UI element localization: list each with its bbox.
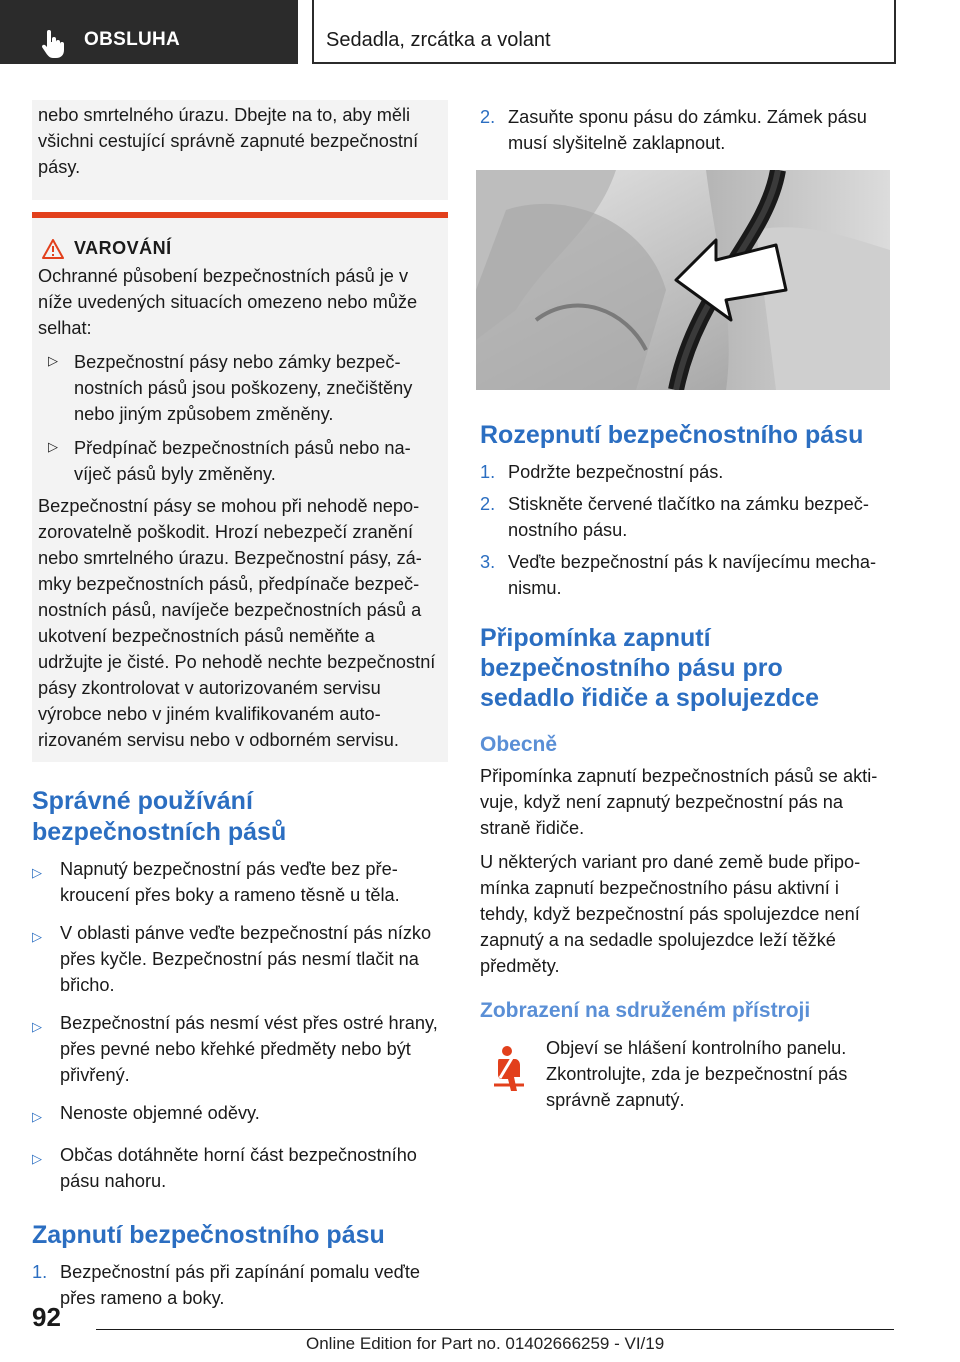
list-item-text: Nenoste objemné oděvy.	[60, 1103, 260, 1123]
step-number: 3.	[480, 552, 496, 572]
list-item	[32, 856, 448, 908]
step-item	[480, 104, 892, 156]
seat-illustration	[476, 170, 890, 390]
step-text: Zasuňte sponu pásu do zámku. Zámek pásu musí slyšitelně zaklapnout.	[508, 107, 867, 153]
warning-lead: Ochranné působení bezpečnostních pásů je v níže uvedených situacích omezeno nebo může selhat:	[38, 266, 418, 338]
warning-title: VAROVÁNÍ	[74, 238, 172, 258]
warning-triangle-icon	[42, 239, 64, 259]
step-number: 2.	[480, 107, 496, 127]
warning-bullet-text: Předpínač bezpečnostních pásů nebo navíječ pásů byly změněny.	[74, 438, 411, 484]
step-text: Bezpečnostní pás při zapínání pomalu veďte přes rameno a boky.	[60, 1262, 420, 1308]
list-item	[32, 1142, 448, 1194]
triangle-bullet-icon: ▷	[48, 439, 58, 454]
seatbelt-buckle-photo	[476, 170, 890, 390]
section-title: OBSLUHA	[84, 29, 181, 50]
list-item	[32, 1010, 448, 1088]
display-heading: Zobrazení na sdruženém přístroji	[480, 999, 811, 1022]
left-column-lower	[32, 786, 448, 1311]
fasten-heading: Zapnutí bezpečnostního pásu	[32, 1221, 385, 1249]
footer-edition: Online Edition for Part no. 01402666259 - VI/19	[306, 1334, 665, 1353]
chapter-tab	[312, 0, 896, 64]
heading-line: sedadlo řidiče a spolujezdce	[480, 684, 820, 712]
list-item	[32, 1100, 448, 1130]
step-text: Veďte bezpečnostní pás k navíjecímu mechanismu.	[508, 552, 877, 598]
warning-box	[32, 212, 448, 762]
step-number: 2.	[480, 494, 496, 514]
step-text: Stiskněte červené tlačítko na zámku bezpečnostního pásu.	[508, 494, 869, 540]
triangle-bullet-icon: ▷	[32, 1109, 42, 1124]
right-column-lower	[480, 420, 892, 1113]
list-item-text: Bezpečnostní pás nesmí vést přes ostré hrany, přes pevné nebo křehké předměty nebo být přivřený.	[60, 1013, 438, 1085]
page-number: 92	[32, 1302, 61, 1332]
triangle-bullet-icon: ▷	[32, 1151, 42, 1166]
display-text: Objeví se hlášení kontrolního panelu. Zkontrolujte, zda je bezpečnostní pás správně zapnutý.	[546, 1038, 848, 1110]
right-column-top	[480, 104, 892, 156]
list-item-text: Občas dotáhněte horní část bezpečnostního pásu nahoru.	[60, 1145, 417, 1191]
intro-text: nebo smrtelného úrazu. Dbejte na to, aby měli všichni cestující správně zapnuté bezpečnostní pásy.	[38, 105, 419, 177]
heading-line: Správné používání	[32, 787, 253, 815]
intro-box	[32, 100, 448, 200]
section-tab	[0, 0, 298, 64]
reminder-p2: U některých variant pro dané země bude připomínka zapnutí bezpečnostního pásu aktivní i tehdy, když bezpečnostní pás spolujezdce není zapnutý a na sedadle spolujezdce leží těžké předměty.	[480, 852, 861, 976]
general-heading: Obecně	[480, 733, 558, 756]
seatbelt-warning-icon	[490, 1045, 528, 1093]
warning-bullet-text: Bezpečnostní pásy nebo zámky bezpečnostních pásů jsou poškozeny, znečištěny nebo jiným způsobem změněny.	[74, 352, 413, 424]
reminder-heading	[480, 623, 892, 713]
triangle-bullet-icon: ▷	[48, 353, 58, 368]
warning-body: Bezpečnostní pásy se mohou při nehodě nepozorovatelně poškodit. Hrozí nebezpečí zranění nebo smrtelného úrazu. Bezpečnostní pásy, zámky bezpečnostních pásů, předpínače bezpečnostních pásů, navíječe bezpečnostních pásů a ukotvení bezpečnostních pásů neměňte a udržujte je čisté. Po nehodě nechte bezpečnostní pásy zkontrolovat v autorizovaném servisu výrobce nebo v jiném kvalifikovaném autorizovaném servisu nebo v odborném servisu.	[38, 496, 436, 750]
reminder-p1: Připomínka zapnutí bezpečnostních pásů se aktivuje, když není zapnutý bezpečnostní pás na straně řidiče.	[480, 766, 878, 838]
triangle-bullet-icon: ▷	[32, 929, 42, 944]
chapter-title: Sedadla, zrcátka a volant	[326, 29, 551, 51]
step-text: Podržte bezpečnostní pás.	[508, 462, 724, 482]
list-item-text: V oblasti pánve veďte bezpečnostní pás nízko přes kyčle. Bezpečnostní pás nesmí tlačit na břicho.	[60, 923, 432, 995]
triangle-bullet-icon: ▷	[32, 865, 42, 880]
step-item	[32, 1259, 448, 1311]
heading-line: bezpečnostních pásů	[32, 818, 287, 846]
warning-bullet	[38, 349, 442, 427]
footer-divider	[96, 1329, 894, 1330]
step-item	[480, 549, 892, 601]
step-number: 1.	[480, 462, 496, 482]
heading-line: bezpečnostního pásu pro	[480, 654, 783, 682]
step-item	[480, 491, 892, 543]
step-number: 1.	[32, 1262, 48, 1282]
triangle-bullet-icon: ▷	[32, 1019, 42, 1034]
list-item	[32, 920, 448, 998]
warning-header	[42, 238, 442, 259]
display-note	[480, 1035, 892, 1113]
list-item-text: Napnutý bezpečnostní pás veďte bez překroucení přes boky a rameno těsně u těla.	[60, 859, 400, 905]
step-item	[480, 459, 892, 485]
warning-bullet	[38, 435, 442, 487]
correct-use-heading	[32, 786, 448, 848]
hand-icon	[38, 28, 68, 58]
unfasten-heading: Rozepnutí bezpečnostního pásu	[480, 421, 864, 449]
heading-line: Připomínka zapnutí	[480, 624, 711, 652]
